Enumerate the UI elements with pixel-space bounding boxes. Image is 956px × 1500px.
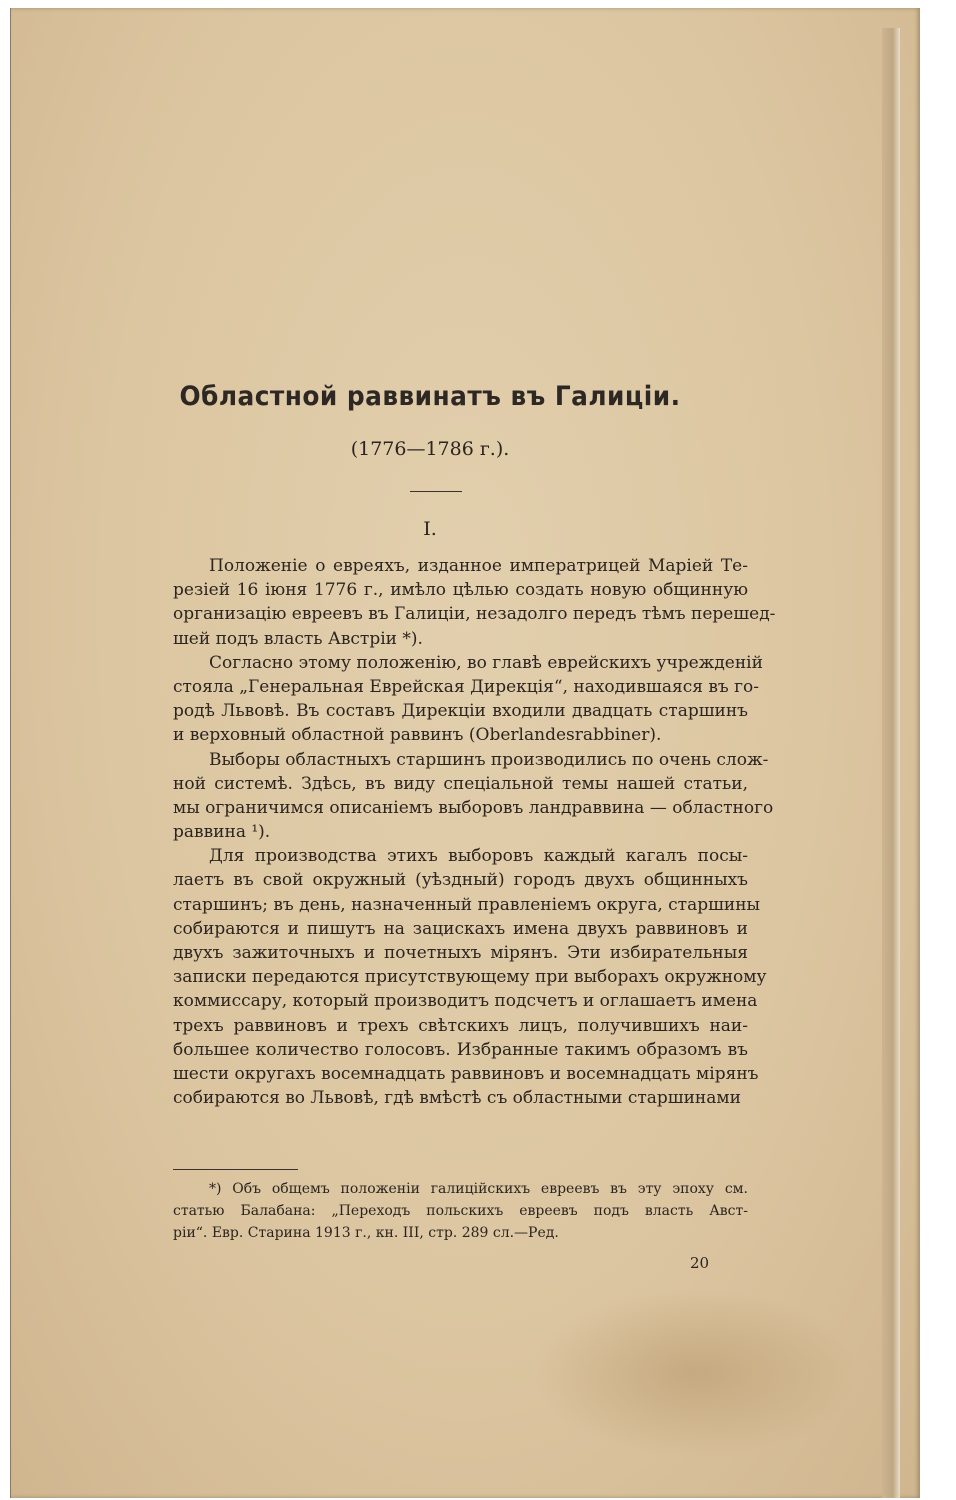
- body-line: шести округахъ восемнадцать раввиновъ и восемнадцать мірянъ: [173, 1063, 759, 1084]
- footnote-line: ріи“. Евр. Старина 1913 г., кн. III, стр. 289 сл.—Ред.: [173, 1225, 559, 1241]
- footnote-line: статью Балабана: „Переходъ польскихъ евреевъ подъ власть Авст-: [173, 1203, 748, 1219]
- body-line: старшинъ; въ день, назначенный правленіемъ округа, старшины: [173, 894, 761, 915]
- footnote-divider: [173, 1169, 298, 1170]
- body-line: собираются во Львовѣ, гдѣ вмѣстѣ съ областными старшинами: [173, 1088, 741, 1109]
- body-line: раввина ¹).: [173, 822, 271, 843]
- body-text: [173, 554, 776, 1110]
- page: [10, 8, 920, 1498]
- body-line: Согласно этому положенію, во главѣ еврейскихъ учрежденій: [209, 652, 763, 673]
- page-edge: [882, 28, 900, 1498]
- body-line: двухъ зажиточныхъ и почетныхъ мірянъ. Эти избирательныя: [173, 943, 748, 963]
- body-line: лаетъ въ свой окружный (уѣздный) городъ двухъ общинныхъ: [173, 870, 748, 891]
- body-line: Для производства этихъ выборовъ каждый кагалъ посы-: [209, 846, 748, 867]
- title-divider: [410, 491, 462, 492]
- body-line: стояла „Генеральная Еврейская Дирекція“, находившаяся въ го-: [173, 676, 760, 697]
- body-line: резіей 16 іюня 1776 г., имѣло цѣлью создать новую общинную: [173, 580, 748, 601]
- article-title: Областной раввинатъ въ Галиціи.: [179, 381, 681, 412]
- body-line: родѣ Львовѣ. Въ составъ Дирекціи входили двадцать старшинъ: [173, 701, 748, 722]
- body-line: записки передаются присутствующему при выборахъ окружному: [173, 967, 767, 988]
- body-line: большее количество голосовъ. Избранные такимъ образомъ въ: [173, 1039, 748, 1060]
- body-line: собираются и пишутъ на зацискахъ имена двухъ раввиновъ и: [173, 918, 748, 939]
- body-line: и верховный областной раввинъ (Oberlandesrabbiner).: [173, 725, 662, 746]
- body-line: ной системѣ. Здѣсь, въ виду спеціальной темы нашей статьи,: [173, 773, 748, 794]
- water-stain: [530, 1288, 860, 1458]
- section-number: I.: [423, 518, 437, 540]
- page-number: 20: [690, 1254, 710, 1272]
- body-line: трехъ раввиновъ и трехъ свѣтскихъ лицъ, получившихъ наи-: [173, 1015, 748, 1036]
- body-line: мы ограничимся описаніемъ выборовъ ландраввина — областного: [173, 797, 774, 818]
- body-line: коммиссару, который производитъ подсчетъ и оглашаетъ имена: [173, 991, 758, 1012]
- body-line: Положеніе о евреяхъ, изданное императрицей Маріей Те-: [209, 556, 748, 576]
- article-years: (1776—1786 г.).: [350, 438, 510, 460]
- body-line: Выборы областныхъ старшинъ производились по очень слож-: [209, 749, 769, 770]
- body-line: организацію евреевъ въ Галиціи, незадолго передъ тѣмъ перешед-: [173, 604, 776, 625]
- body-line: шей подъ власть Австріи *).: [173, 628, 423, 649]
- footnote-line: *) Объ общемъ положеніи галиційскихъ евреевъ въ эту эпоху см.: [209, 1181, 748, 1197]
- footnote: [173, 1178, 748, 1244]
